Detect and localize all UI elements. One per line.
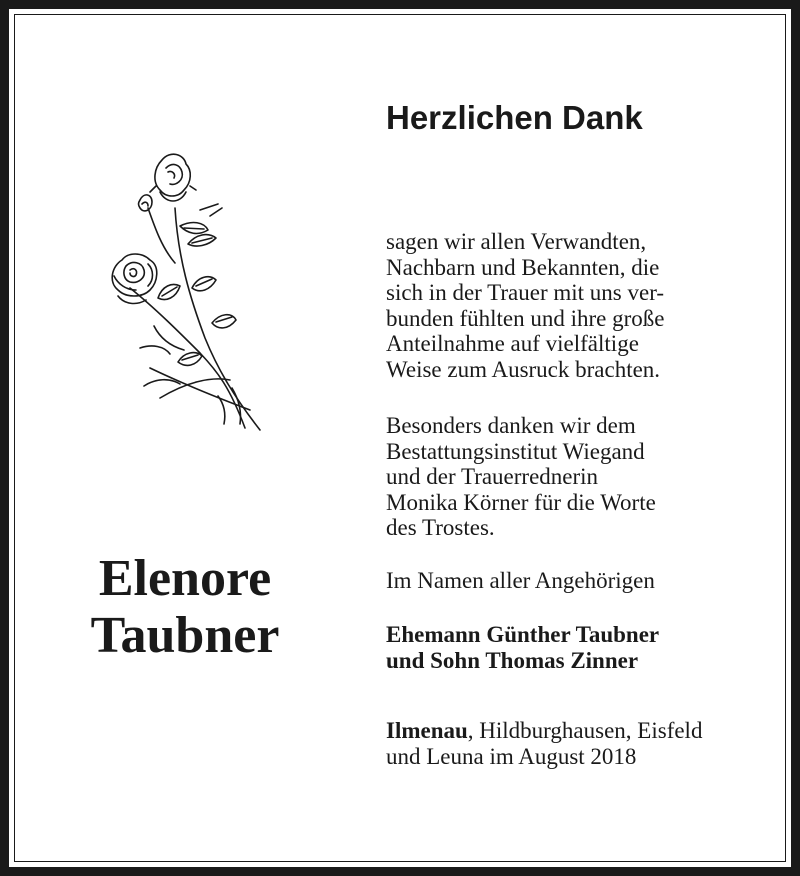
thanks-paragraph xyxy=(386,229,664,382)
deceased-last-name: Taubner xyxy=(90,607,280,664)
heading: Herzlichen Dank xyxy=(386,99,643,136)
text-line: des Trostes. xyxy=(386,515,495,540)
place-town: Ilmenau xyxy=(386,718,468,743)
text-line: sich in der Trauer mit uns ver- xyxy=(386,280,665,305)
signer-line: Ehemann Günther Taubner xyxy=(386,622,660,647)
signer-line: und Sohn Thomas Zinner xyxy=(386,647,639,673)
text-line: Monika Körner für die Worte xyxy=(386,489,656,515)
place-rest: , Hildburghausen, Eisfeld xyxy=(467,718,703,743)
text-line: Nachbarn und Bekannten, die xyxy=(386,254,660,280)
special-thanks-paragraph xyxy=(386,413,656,541)
place-date xyxy=(386,718,702,769)
text-line: Weise zum Ausruck brachten. xyxy=(386,356,661,382)
date-line: und Leuna im August 2018 xyxy=(386,743,637,769)
text-line: Besonders danken wir dem xyxy=(386,413,636,438)
on-behalf-line: Im Namen aller Angehörigen xyxy=(386,568,655,593)
text-line: und der Trauerrednerin xyxy=(386,464,599,489)
text-line: Bestattungsinstitut Wiegand xyxy=(386,438,645,464)
deceased-first-name: Elenore xyxy=(98,550,272,607)
rose-icon xyxy=(100,148,270,438)
text-line: Anteilnahme auf vielfältige xyxy=(386,331,639,356)
text-line: sagen wir allen Verwandten, xyxy=(386,229,647,254)
deceased-name xyxy=(40,550,330,664)
place-line xyxy=(386,718,702,744)
signers xyxy=(386,622,659,673)
text-line: bunden fühlten und ihre große xyxy=(386,305,665,331)
